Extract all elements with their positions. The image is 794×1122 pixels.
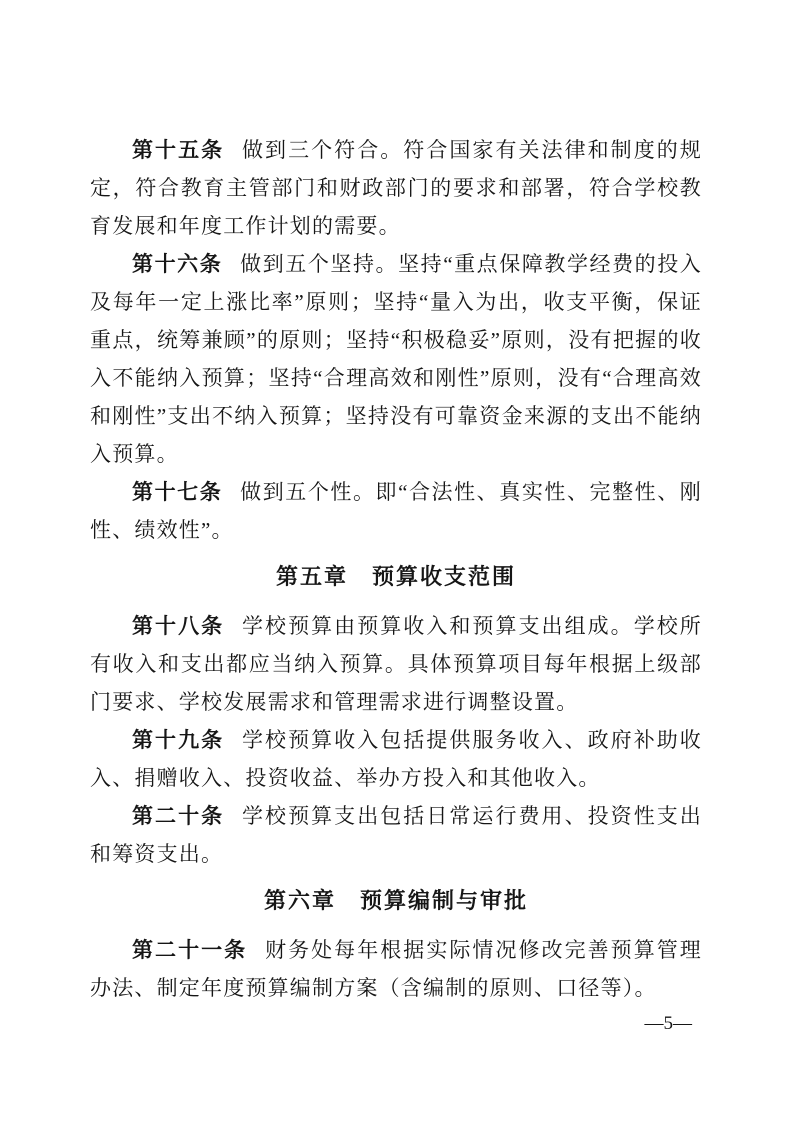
article-number: 第十六条 [132,252,223,276]
article-text: 做到三个符合。符合国家有关法律和制度的规定，符合教育主管部门和财政部门的要求和部署，符合学校教育发展和年度工作计划的需要。 [90,138,702,238]
article-number: 第二十一条 [132,938,248,962]
article-text: 学校预算支出包括日常运行费用、投资性支出和筹资支出。 [90,804,702,866]
article-text: 学校预算收入包括提供服务收入、政府补助收入、捐赠收入、投资收益、举办方投入和其他收入。 [90,728,702,790]
article-number: 第十五条 [132,138,225,162]
article-text: 财务处每年根据实际情况修改完善预算管理办法、制定年度预算编制方案（含编制的原则、口径等）。 [90,938,702,1000]
article-paragraph-19 [90,721,702,797]
article-paragraph-20 [90,797,702,873]
chapter-heading-6: 第六章 预算编制与审批 [263,888,528,913]
article-text: 做到五个坚持。坚持“重点保障教学经费的投入及每年一定上涨比率”原则；坚持“量入为出，收支平衡，保证重点，统筹兼顾”的原则；坚持“积极稳妥”原则，没有把握的收入不能纳入预算；坚持“合理高效和刚性”原则，没有“合理高效和刚性”支出不纳入预算；坚持没有可靠资金来源的支出不能纳入预算。 [90,252,702,466]
article-number: 第二十条 [132,804,225,828]
article-paragraph-18 [90,607,702,721]
article-text: 学校预算由预算收入和预算支出组成。学校所有收入和支出都应当纳入预算。具体预算项目每年根据上级部门要求、学校发展需求和管理需求进行调整设置。 [90,614,702,714]
page-number: —5— [644,1013,692,1034]
article-paragraph-17 [90,473,702,549]
article-text: 做到五个性。即“合法性、真实性、完整性、刚性、绩效性”。 [90,480,702,542]
article-number: 第十九条 [132,728,225,752]
article-paragraph-21 [90,931,702,1007]
article-number: 第十七条 [132,480,223,504]
chapter-heading-5: 第五章 预算收支范围 [275,564,516,589]
article-number: 第十八条 [132,614,225,638]
document-body [90,131,702,1037]
article-paragraph-15 [90,131,702,245]
article-paragraph-16 [90,245,702,473]
